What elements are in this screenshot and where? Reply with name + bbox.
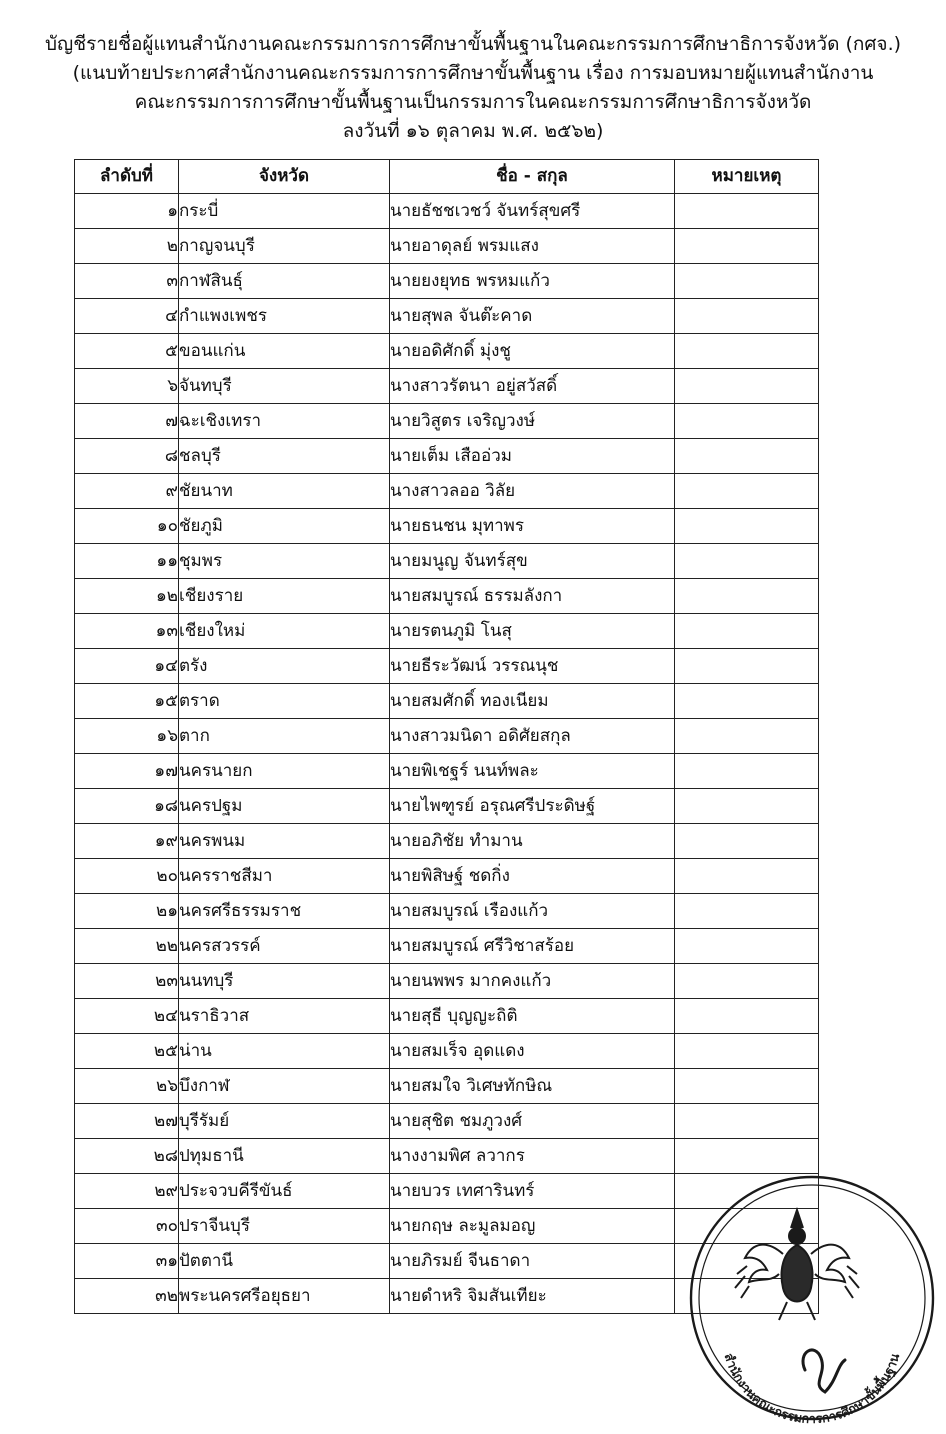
row-province: ตาก [179,719,390,754]
table-row [75,544,819,579]
row-note [675,474,819,509]
row-province: ประจวบคีรีขันธ์ [179,1174,390,1209]
row-province: นครศรีธรรมราช [179,894,390,929]
table-row [75,929,819,964]
row-number: ๙ [75,474,179,509]
row-province: ขอนแก่น [179,334,390,369]
table-row [75,754,819,789]
row-number: ๘ [75,439,179,474]
table-row [75,964,819,999]
row-note [675,334,819,369]
row-note [675,544,819,579]
row-note [675,229,819,264]
row-province: ชุมพร [179,544,390,579]
row-name: นายพิสิษฐ์ ชดกิ่ง [390,859,675,894]
table-row [75,264,819,299]
row-number: ๒๑ [75,894,179,929]
row-note [675,929,819,964]
official-seal [687,1170,937,1426]
table-row [75,614,819,649]
row-number: ๒ [75,229,179,264]
row-province: ปัตตานี [179,1244,390,1279]
row-name: นายสมบูรณ์ เรืองแก้ว [390,894,675,929]
row-number: ๕ [75,334,179,369]
heading-line-2: (แนบท้ายประกาศสำนักงานคณะกรรมการการศึกษาขั้นพื้นฐาน เรื่อง การมอบหมายผู้แทนสำนักงาน [72,62,874,84]
row-note [675,404,819,439]
row-name: นายสุธี บุญญะถิติ [390,999,675,1034]
row-province: ฉะเชิงเทรา [179,404,390,439]
table-row [75,229,819,264]
row-number: ๑๕ [75,684,179,719]
row-province: ปราจีนบุรี [179,1209,390,1244]
row-note [675,509,819,544]
table-row [75,999,819,1034]
table-row [75,649,819,684]
row-number: ๓๑ [75,1244,179,1279]
row-name: นายวิสูตร เจริญวงษ์ [390,404,675,439]
row-name: นายเต็ม เสืออ่วม [390,439,675,474]
row-province: ตราด [179,684,390,719]
row-note [675,1069,819,1104]
row-province: บุรีรัมย์ [179,1104,390,1139]
table-body [75,194,819,1314]
row-name: นายมนูญ จันทร์สุข [390,544,675,579]
row-name: นายสุพล จันต๊ะคาด [390,299,675,334]
column-header-name: ชื่อ - สกุล [390,160,675,194]
row-name: นายอาดุลย์ พรมแสง [390,229,675,264]
row-province: จันทบุรี [179,369,390,404]
row-number: ๒๔ [75,999,179,1034]
row-name: นายนพพร มากคงแก้ว [390,964,675,999]
row-number: ๔ [75,299,179,334]
row-name: นายสมเร็จ อุดแดง [390,1034,675,1069]
row-note [675,824,819,859]
row-number: ๒๕ [75,1034,179,1069]
row-province: ตรัง [179,649,390,684]
row-province: ชัยนาท [179,474,390,509]
table-row [75,404,819,439]
table-row [75,1104,819,1139]
row-note [675,299,819,334]
row-name: นางสาวมนิดา อดิศัยสกุล [390,719,675,754]
table-row [75,859,819,894]
row-number: ๗ [75,404,179,439]
table-row [75,509,819,544]
row-province: ชลบุรี [179,439,390,474]
row-note [675,684,819,719]
row-note [675,1104,819,1139]
column-header-province: จังหวัด [179,160,390,194]
table-row [75,369,819,404]
row-number: ๓๐ [75,1209,179,1244]
row-number: ๑๘ [75,789,179,824]
table-row [75,719,819,754]
table-row [75,894,819,929]
row-province: บึงกาฬ [179,1069,390,1104]
row-name: นายกฤษ ละมูลมอญ [390,1209,675,1244]
row-note [675,789,819,824]
row-name: นายสมบูรณ์ ศรีวิชาสร้อย [390,929,675,964]
table-row [75,824,819,859]
row-name: นายสมบูรณ์ ธรรมลังกา [390,579,675,614]
row-number: ๒๒ [75,929,179,964]
row-name: นายอภิชัย ทำมาน [390,824,675,859]
heading-line-4: ลงวันที่ ๑๖ ตุลาคม พ.ศ. ๒๕๖๒) [342,120,604,142]
row-number: ๑๒ [75,579,179,614]
row-province: นนทบุรี [179,964,390,999]
row-number: ๓ [75,264,179,299]
row-name: นายอดิศักดิ์ มุ่งชู [390,334,675,369]
row-note [675,649,819,684]
row-name: นายธีระวัฒน์ วรรณนุช [390,649,675,684]
row-name: นายไพฑูรย์ อรุณศรีประดิษฐ์ [390,789,675,824]
heading-line-1: บัญชีรายชื่อผู้แทนสำนักงานคณะกรรมการการศึกษาขั้นพื้นฐานในคณะกรรมการศึกษาธิการจังหวัด (กศจ.) [44,33,902,55]
row-note [675,369,819,404]
row-number: ๑๖ [75,719,179,754]
row-name: นายธนชน มุทาพร [390,509,675,544]
row-province: พระนครศรีอยุธยา [179,1279,390,1314]
row-province: นครพนม [179,824,390,859]
row-number: ๒๓ [75,964,179,999]
row-name: นางสาวลออ วิลัย [390,474,675,509]
row-number: ๑๔ [75,649,179,684]
row-note [675,894,819,929]
row-number: ๒๐ [75,859,179,894]
row-province: นครสวรรค์ [179,929,390,964]
row-name: นายธัชชเวชว์ จันทร์สุขศรี [390,194,675,229]
document-heading [0,30,946,146]
row-number: ๒๘ [75,1139,179,1174]
row-number: ๑๓ [75,614,179,649]
row-note [675,1034,819,1069]
row-province: กระบี่ [179,194,390,229]
row-province: กาญจนบุรี [179,229,390,264]
row-province: เชียงใหม่ [179,614,390,649]
row-note [675,579,819,614]
row-province: ชัยภูมิ [179,509,390,544]
row-note [675,264,819,299]
row-note [675,999,819,1034]
row-note [675,964,819,999]
row-province: กาฬสินธุ์ [179,264,390,299]
row-name: นางสาวรัตนา อยู่สวัสดิ์ [390,369,675,404]
row-name: นายพิเชฐร์ นนท์พละ [390,754,675,789]
table-row [75,299,819,334]
row-name: นายสมศักดิ์ ทองเนียม [390,684,675,719]
table-row [75,579,819,614]
table-row [75,1139,819,1174]
table-header-row [75,160,819,194]
row-province: นราธิวาส [179,999,390,1034]
row-note [675,194,819,229]
row-note [675,439,819,474]
row-name: นายดำหริ จิมสันเทียะ [390,1279,675,1314]
table-row [75,474,819,509]
row-note [675,719,819,754]
table-row [75,684,819,719]
table-row [75,1069,819,1104]
row-name: นายสุชิต ชมภูวงศ์ [390,1104,675,1139]
row-number: ๑ [75,194,179,229]
row-province: นครราชสีมา [179,859,390,894]
garuda-emblem-icon [735,1210,859,1320]
row-name: นางงามพิศ ลวากร [390,1139,675,1174]
table-row [75,334,819,369]
row-province: เชียงราย [179,579,390,614]
row-name: นายรตนภูมิ โนสุ [390,614,675,649]
row-note [675,614,819,649]
row-province: ปทุมธานี [179,1139,390,1174]
column-header-number: ลำดับที่ [75,160,179,194]
row-number: ๒๖ [75,1069,179,1104]
row-number: ๑๐ [75,509,179,544]
table-row [75,789,819,824]
table-row [75,194,819,229]
table-row [75,439,819,474]
row-number: ๑๙ [75,824,179,859]
row-name: นายสมใจ วิเศษทักษิณ [390,1069,675,1104]
row-number: ๒๗ [75,1104,179,1139]
row-number: ๑๑ [75,544,179,579]
table-row [75,1034,819,1069]
row-province: น่าน [179,1034,390,1069]
representatives-table [74,159,819,1314]
row-number: ๓๒ [75,1279,179,1314]
row-note [675,1139,819,1174]
row-note [675,754,819,789]
heading-line-3: คณะกรรมการการศึกษาขั้นพื้นฐานเป็นกรรมการในคณะกรรมการศึกษาธิการจังหวัด [134,91,812,113]
row-name: นายบวร เทศารินทร์ [390,1174,675,1209]
signature-mark [803,1350,845,1392]
row-province: กำแพงเพชร [179,299,390,334]
row-name: นายยงยุทธ พรหมแก้ว [390,264,675,299]
row-number: ๒๙ [75,1174,179,1209]
row-province: นครนายก [179,754,390,789]
row-name: นายภิรมย์ จีนธาดา [390,1244,675,1279]
row-number: ๖ [75,369,179,404]
seal-text: สำนักงานคณะกรรมการการศึกษาขั้นพื้นฐาน [721,1351,903,1426]
row-province: นครปฐม [179,789,390,824]
column-header-note: หมายเหตุ [675,160,819,194]
row-number: ๑๗ [75,754,179,789]
row-note [675,859,819,894]
